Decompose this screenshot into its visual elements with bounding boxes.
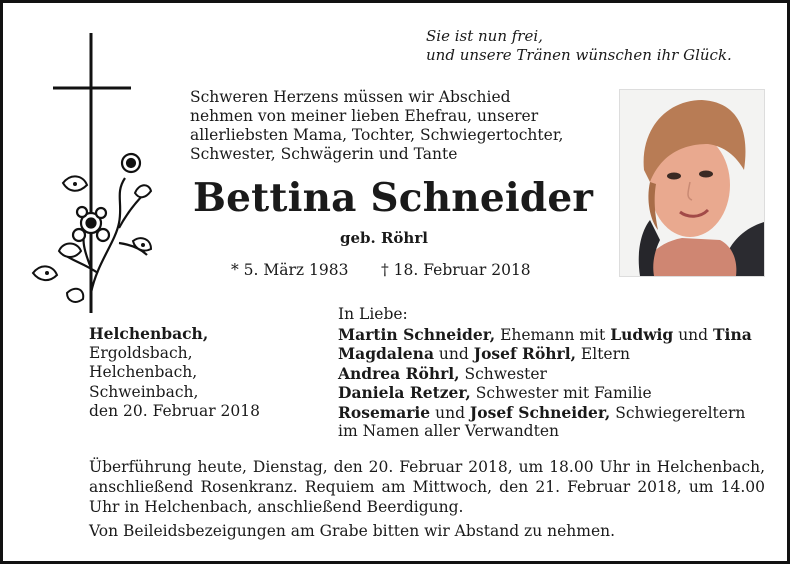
relation-text: Eltern	[576, 345, 630, 363]
place-line: Helchenbach,	[89, 363, 198, 381]
relation-text: und	[673, 325, 714, 344]
mourner-line: im Namen aller Verwandten	[338, 422, 559, 440]
place-name: Helchenbach,	[89, 324, 209, 343]
deceased-name: Bettina Schneider	[193, 175, 594, 221]
place-line	[89, 324, 260, 344]
mourner-line	[338, 403, 752, 423]
birth-date: * 5. März 1983	[231, 261, 349, 279]
mourner-name: Josef Schneider,	[469, 402, 611, 422]
cross-with-flowers-icon	[23, 23, 173, 318]
mourner-name: Magdalena	[338, 344, 434, 363]
mourner-name: Martin Schneider,	[338, 324, 496, 344]
life-dates	[231, 261, 531, 279]
intro-line: allerliebsten Mama, Tochter, Schwiegertochter,	[190, 126, 564, 144]
relation-text: und	[430, 403, 470, 422]
mourner-name: Josef Röhrl,	[473, 344, 576, 363]
relation-text: und	[433, 345, 474, 363]
relation-text: Schwiegereltern	[610, 403, 746, 422]
mourner-line	[338, 383, 752, 403]
mourners-block	[338, 305, 752, 442]
relation-text: Schwester	[459, 364, 547, 383]
mourner-name: Andrea Röhrl,	[338, 363, 460, 383]
mourner-line	[338, 364, 752, 384]
mourner-name: Tina	[713, 324, 752, 344]
mourner-name: Rosemarie	[338, 402, 431, 422]
place-line: Ergoldsbach,	[89, 343, 193, 362]
relation-text: Schwester mit Familie	[470, 384, 652, 402]
death-date: † 18. Februar 2018	[381, 261, 531, 279]
relation-text: Ehemann mit	[495, 325, 611, 344]
motto	[426, 27, 771, 65]
maiden-name: geb. Röhrl	[340, 229, 428, 247]
condolence-request: Von Beileidsbezeigungen am Grabe bitten wir Abstand zu nehmen.	[89, 522, 616, 540]
intro-line: nehmen von meiner lieben Ehefrau, unserer	[190, 107, 539, 125]
motto-line: und unsere Tränen wünschen ihr Glück.	[426, 46, 732, 64]
intro-line: Schweren Herzens müssen wir Abschied	[190, 88, 511, 106]
places-block	[89, 324, 260, 422]
mourners-heading: In Liebe:	[338, 305, 408, 323]
place-date: den 20. Februar 2018	[89, 402, 260, 420]
mourner-name: Daniela Retzer,	[338, 383, 471, 402]
intro-line: Schwester, Schwägerin und Tante	[190, 145, 458, 163]
portrait-photo	[619, 89, 765, 277]
mourner-line	[338, 344, 752, 364]
funeral-details: Überführung heute, Dienstag, den 20. Februar 2018, um 18.00 Uhr in Helchenbach, anschließend Rosenkranz. Requiem am Mittwoch, den 21. Februar 2018, um 14.00 Uhr in Helchenbach, anschließend Beerdigung.	[89, 458, 765, 516]
place-line: Schweinbach,	[89, 382, 199, 401]
intro-text	[190, 88, 578, 164]
mourner-name: Ludwig	[610, 324, 674, 344]
mourner-line	[338, 325, 752, 345]
motto-line: Sie ist nun frei,	[426, 27, 543, 45]
